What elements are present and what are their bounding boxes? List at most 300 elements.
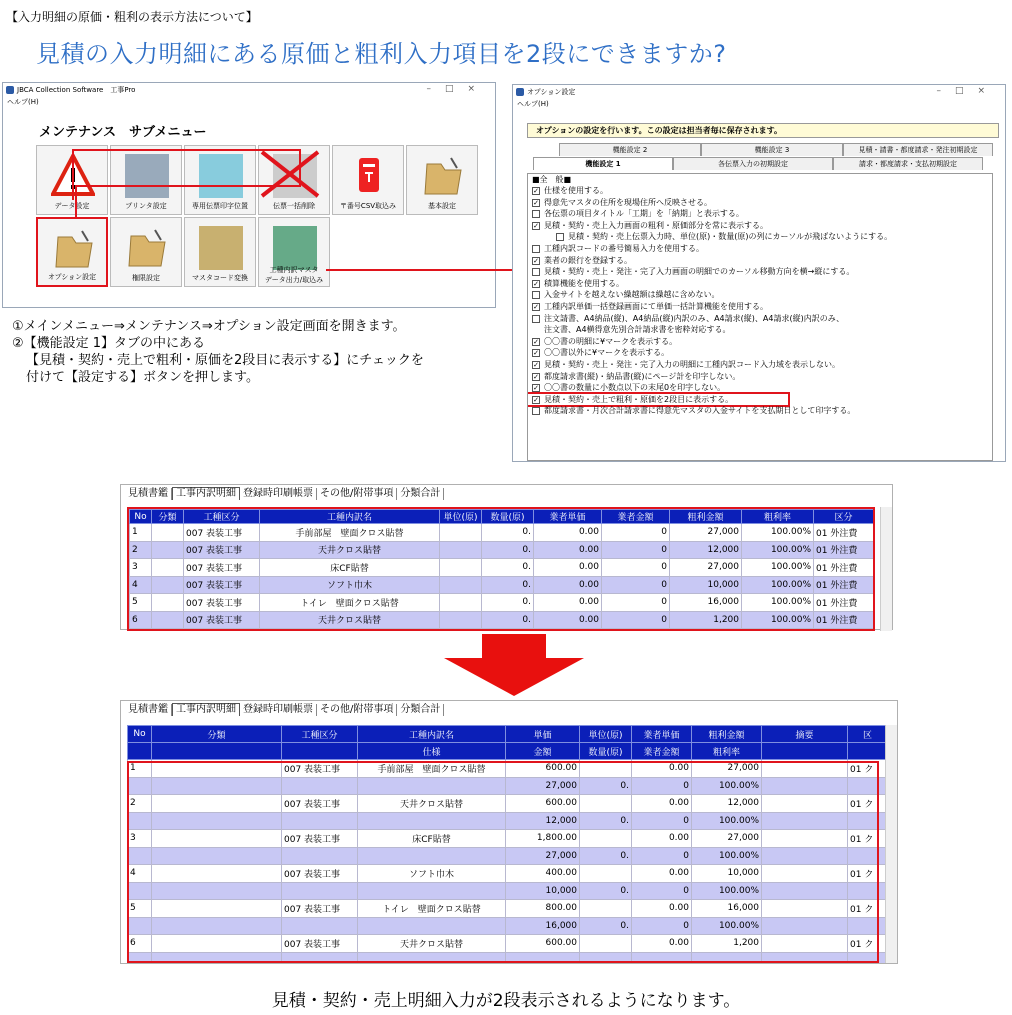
column-header[interactable] bbox=[848, 743, 888, 760]
table-cell[interactable] bbox=[762, 812, 848, 830]
grid-tab[interactable]: 登録時印刷帳票 bbox=[240, 488, 317, 500]
table-cell[interactable]: 2 bbox=[130, 541, 152, 559]
table-cell[interactable]: 01 ク bbox=[848, 760, 888, 778]
option-checkbox[interactable]: ✓ bbox=[533, 221, 539, 230]
table-row[interactable] bbox=[128, 830, 888, 848]
grid-before-scrollbar[interactable] bbox=[880, 507, 892, 631]
table-cell[interactable] bbox=[580, 760, 632, 778]
table-cell[interactable] bbox=[152, 559, 184, 577]
grid-tab[interactable]: 見積書鑑 bbox=[125, 488, 172, 500]
table-cell[interactable] bbox=[128, 917, 152, 935]
table-cell[interactable] bbox=[762, 795, 848, 813]
table-cell[interactable] bbox=[282, 812, 358, 830]
option-item[interactable] bbox=[528, 278, 992, 290]
table-cell[interactable] bbox=[506, 952, 580, 963]
table-row-sub[interactable] bbox=[128, 917, 888, 935]
table-cell[interactable]: 12,000 bbox=[506, 812, 580, 830]
table-cell[interactable]: 床CF貼替 bbox=[260, 559, 440, 577]
table-cell[interactable]: 007 表装工事 bbox=[282, 935, 358, 953]
table-row-sub[interactable] bbox=[128, 882, 888, 900]
table-cell[interactable]: 100.00% bbox=[692, 917, 762, 935]
column-header[interactable]: No bbox=[130, 510, 152, 524]
column-header[interactable]: 粗利率 bbox=[692, 743, 762, 760]
table-cell[interactable]: トイレ 壁面クロス貼替 bbox=[260, 594, 440, 612]
table-cell[interactable]: 0.00 bbox=[534, 576, 602, 594]
table-cell[interactable]: 01 ク bbox=[848, 900, 888, 918]
option-item[interactable] bbox=[528, 289, 992, 301]
table-cell[interactable]: 3 bbox=[128, 830, 152, 848]
table-cell[interactable] bbox=[128, 812, 152, 830]
option-checkbox[interactable]: ✓ bbox=[533, 302, 539, 311]
option-item[interactable] bbox=[528, 394, 788, 406]
table-cell[interactable]: 5 bbox=[128, 900, 152, 918]
table-cell[interactable]: 007 表装工事 bbox=[282, 830, 358, 848]
table-cell[interactable]: 16,000 bbox=[506, 917, 580, 935]
table-cell[interactable] bbox=[762, 760, 848, 778]
table-cell[interactable]: 0. bbox=[482, 541, 534, 559]
table-cell[interactable] bbox=[152, 760, 282, 778]
option-checkbox[interactable]: ✓ bbox=[533, 337, 539, 346]
column-header[interactable]: 単位(原) bbox=[440, 510, 482, 524]
column-header[interactable]: 業者金額 bbox=[632, 743, 692, 760]
option-label: 〇〇書の明細に¥マークを表示する。 bbox=[544, 336, 678, 346]
column-header[interactable]: 区分 bbox=[814, 510, 874, 524]
table-cell[interactable]: 007 表装工事 bbox=[184, 524, 260, 542]
table-cell[interactable] bbox=[848, 952, 888, 963]
table-cell[interactable]: 天井クロス貼替 bbox=[358, 935, 506, 953]
column-header[interactable]: 工種区分 bbox=[282, 726, 358, 743]
column-header[interactable]: No bbox=[128, 726, 152, 743]
table-row[interactable] bbox=[128, 935, 888, 953]
table-cell[interactable]: 10,000 bbox=[692, 865, 762, 883]
table-cell[interactable]: 0 bbox=[602, 611, 670, 629]
table-cell[interactable]: 6 bbox=[130, 611, 152, 629]
window-controls[interactable]: –□× bbox=[936, 86, 999, 96]
table-cell[interactable]: 100.00% bbox=[742, 611, 814, 629]
table-cell[interactable] bbox=[128, 847, 152, 865]
table-cell[interactable] bbox=[580, 952, 632, 963]
table-cell[interactable] bbox=[128, 952, 152, 963]
column-header[interactable] bbox=[282, 743, 358, 760]
column-header[interactable]: 単位(原) bbox=[580, 726, 632, 743]
option-checkbox[interactable]: ✓ bbox=[533, 279, 539, 288]
table-cell[interactable]: 100.00% bbox=[692, 847, 762, 865]
table-row[interactable] bbox=[128, 865, 888, 883]
table-cell[interactable]: 天井クロス貼替 bbox=[260, 541, 440, 559]
table-cell[interactable] bbox=[152, 777, 282, 795]
table-row[interactable] bbox=[130, 524, 874, 542]
tab-billing-defaults[interactable]: 請求・都度請求・支払初期設定 bbox=[833, 157, 983, 170]
table-cell[interactable] bbox=[762, 777, 848, 795]
table-cell[interactable]: 01 外注費 bbox=[814, 611, 874, 629]
table-cell[interactable] bbox=[152, 812, 282, 830]
grid-tab[interactable]: 分類合計 bbox=[397, 704, 444, 716]
option-item[interactable] bbox=[528, 197, 992, 209]
table-cell[interactable] bbox=[440, 594, 482, 612]
table-cell[interactable]: 01 外注費 bbox=[814, 594, 874, 612]
table-cell[interactable]: 007 表装工事 bbox=[282, 760, 358, 778]
tab-feature-1[interactable]: 機能設定 1 bbox=[533, 157, 673, 170]
table-cell[interactable] bbox=[152, 935, 282, 953]
option-checkbox[interactable] bbox=[532, 315, 540, 323]
table-cell[interactable]: 天井クロス貼替 bbox=[358, 795, 506, 813]
option-item[interactable] bbox=[528, 220, 992, 232]
table-cell[interactable] bbox=[762, 917, 848, 935]
table-cell[interactable] bbox=[440, 576, 482, 594]
table-row[interactable] bbox=[130, 541, 874, 559]
column-header[interactable]: 単価 bbox=[506, 726, 580, 743]
table-cell[interactable]: 手前部屋 壁面クロス貼替 bbox=[358, 760, 506, 778]
table-cell[interactable] bbox=[282, 917, 358, 935]
table-cell[interactable]: 27,000 bbox=[670, 524, 742, 542]
table-row-sub[interactable] bbox=[128, 952, 888, 963]
column-header[interactable]: 数量(原) bbox=[580, 743, 632, 760]
table-cell[interactable]: 01 ク bbox=[848, 795, 888, 813]
table-cell[interactable]: 007 表装工事 bbox=[184, 559, 260, 577]
table-cell[interactable]: 100.00% bbox=[692, 812, 762, 830]
window-controls[interactable]: –□× bbox=[426, 84, 489, 94]
table-cell[interactable]: 1 bbox=[128, 760, 152, 778]
table-cell[interactable]: 0 bbox=[632, 777, 692, 795]
table-cell[interactable]: 800.00 bbox=[506, 900, 580, 918]
table-cell[interactable] bbox=[848, 917, 888, 935]
column-header[interactable]: 工種区分 bbox=[184, 510, 260, 524]
table-cell[interactable] bbox=[762, 847, 848, 865]
table-cell[interactable]: 27,000 bbox=[506, 777, 580, 795]
table-cell[interactable]: 01 外注費 bbox=[814, 541, 874, 559]
table-cell[interactable] bbox=[282, 777, 358, 795]
option-checkbox[interactable]: ✓ bbox=[533, 384, 539, 393]
table-cell[interactable] bbox=[152, 865, 282, 883]
table-cell[interactable]: 0. bbox=[482, 611, 534, 629]
column-header[interactable]: 摘要 bbox=[762, 726, 848, 743]
table-cell[interactable]: 0 bbox=[602, 594, 670, 612]
table-cell[interactable]: 0. bbox=[580, 847, 632, 865]
tile-label: 〒番号CSV取込み bbox=[339, 202, 397, 210]
table-cell[interactable] bbox=[152, 882, 282, 900]
table-cell[interactable]: 12,000 bbox=[670, 541, 742, 559]
table-cell[interactable] bbox=[580, 900, 632, 918]
table-cell[interactable]: 16,000 bbox=[670, 594, 742, 612]
table-cell[interactable]: 3 bbox=[130, 559, 152, 577]
option-item[interactable] bbox=[528, 185, 992, 197]
column-header[interactable]: 分類 bbox=[152, 510, 184, 524]
table-cell[interactable] bbox=[152, 524, 184, 542]
table-cell[interactable]: 0.00 bbox=[632, 830, 692, 848]
table-cell[interactable] bbox=[440, 541, 482, 559]
table-cell[interactable]: 01 ク bbox=[848, 830, 888, 848]
table-cell[interactable]: 27,000 bbox=[692, 830, 762, 848]
column-header[interactable]: 粗利率 bbox=[742, 510, 814, 524]
grid-tab[interactable]: 見積書鑑 bbox=[125, 704, 172, 716]
table-row[interactable] bbox=[130, 594, 874, 612]
table-cell[interactable]: 0 bbox=[602, 524, 670, 542]
table-cell[interactable] bbox=[580, 830, 632, 848]
column-header[interactable]: 仕様 bbox=[358, 743, 506, 760]
table-cell[interactable]: 0.00 bbox=[534, 559, 602, 577]
table-cell[interactable]: 0. bbox=[580, 882, 632, 900]
option-checkbox[interactable]: ✓ bbox=[533, 349, 539, 358]
table-cell[interactable] bbox=[128, 777, 152, 795]
table-cell[interactable]: 007 表装工事 bbox=[184, 594, 260, 612]
table-cell[interactable] bbox=[358, 777, 506, 795]
grid-tab[interactable]: 分類合計 bbox=[397, 488, 444, 500]
table-cell[interactable]: 007 表装工事 bbox=[184, 541, 260, 559]
table-cell[interactable]: 0. bbox=[482, 559, 534, 577]
table-cell[interactable]: 100.00% bbox=[742, 576, 814, 594]
table-cell[interactable] bbox=[580, 795, 632, 813]
table-row[interactable] bbox=[128, 760, 888, 778]
column-header[interactable]: 区 bbox=[848, 726, 888, 743]
table-cell[interactable] bbox=[358, 917, 506, 935]
option-checkbox[interactable] bbox=[532, 245, 540, 253]
option-item[interactable] bbox=[528, 405, 992, 417]
tab-slip-defaults[interactable]: 各伝票入力の初期設定 bbox=[673, 157, 833, 170]
option-item[interactable] bbox=[528, 336, 992, 348]
table-cell[interactable]: 100.00% bbox=[742, 559, 814, 577]
table-cell[interactable]: 0. bbox=[580, 812, 632, 830]
table-cell[interactable]: 27,000 bbox=[506, 847, 580, 865]
table-cell[interactable] bbox=[358, 882, 506, 900]
table-cell[interactable]: 0.00 bbox=[632, 900, 692, 918]
table-cell[interactable]: 01 ク bbox=[848, 935, 888, 953]
table-cell[interactable]: 27,000 bbox=[670, 559, 742, 577]
table-cell[interactable] bbox=[762, 830, 848, 848]
table-cell[interactable]: 6 bbox=[128, 935, 152, 953]
table-cell[interactable]: 床CF貼替 bbox=[358, 830, 506, 848]
table-row[interactable] bbox=[128, 900, 888, 918]
tab-feature-3[interactable]: 機能設定 3 bbox=[701, 143, 843, 156]
table-cell[interactable]: 1,800.00 bbox=[506, 830, 580, 848]
column-header[interactable]: 業者単価 bbox=[534, 510, 602, 524]
table-cell[interactable]: 0.00 bbox=[632, 865, 692, 883]
table-cell[interactable]: 0.00 bbox=[632, 795, 692, 813]
option-item[interactable] bbox=[528, 266, 992, 278]
option-item[interactable] bbox=[528, 243, 992, 255]
table-cell[interactable]: 手前部屋 壁面クロス貼替 bbox=[260, 524, 440, 542]
table-row-sub[interactable] bbox=[128, 777, 888, 795]
table-cell[interactable]: 100.00% bbox=[742, 541, 814, 559]
option-checkbox[interactable]: ✓ bbox=[533, 395, 539, 404]
options-banner: オプションの設定を行います。この設定は担当者毎に保存されます。 bbox=[527, 123, 999, 138]
column-header[interactable]: 粗利金額 bbox=[670, 510, 742, 524]
option-item[interactable] bbox=[528, 208, 992, 220]
option-item[interactable] bbox=[528, 382, 992, 394]
option-checkbox[interactable] bbox=[556, 233, 564, 241]
table-cell[interactable] bbox=[358, 812, 506, 830]
table-cell[interactable]: 12,000 bbox=[692, 795, 762, 813]
table-cell[interactable]: 0.00 bbox=[632, 935, 692, 953]
grid-tab[interactable]: 工事内訳明細 bbox=[172, 703, 240, 716]
table-cell[interactable] bbox=[152, 917, 282, 935]
table-cell[interactable]: ソフト巾木 bbox=[358, 865, 506, 883]
table-cell[interactable]: 16,000 bbox=[692, 900, 762, 918]
option-item[interactable] bbox=[528, 347, 992, 359]
options-window-title: オプション設定 bbox=[527, 88, 576, 96]
option-checkbox[interactable]: ✓ bbox=[533, 372, 539, 381]
column-header[interactable]: 工種内訳名 bbox=[260, 510, 440, 524]
table-cell[interactable] bbox=[440, 611, 482, 629]
column-header[interactable] bbox=[762, 743, 848, 760]
table-cell[interactable]: 007 表装工事 bbox=[282, 900, 358, 918]
table-cell[interactable]: 01 外注費 bbox=[814, 559, 874, 577]
table-cell[interactable]: 27,000 bbox=[692, 760, 762, 778]
table-cell[interactable]: 1 bbox=[130, 524, 152, 542]
table-cell[interactable]: 天井クロス貼替 bbox=[260, 611, 440, 629]
table-cell[interactable] bbox=[152, 576, 184, 594]
table-cell[interactable]: 007 表装工事 bbox=[282, 865, 358, 883]
option-item[interactable] bbox=[528, 255, 992, 267]
table-cell[interactable] bbox=[282, 952, 358, 963]
table-cell[interactable]: 0.00 bbox=[534, 524, 602, 542]
column-header[interactable] bbox=[152, 743, 282, 760]
table-cell[interactable]: 0 bbox=[602, 559, 670, 577]
table-row-sub[interactable] bbox=[128, 812, 888, 830]
column-header[interactable]: 業者金額 bbox=[602, 510, 670, 524]
column-header[interactable]: 業者単価 bbox=[632, 726, 692, 743]
tab-feature-2[interactable]: 機能設定 2 bbox=[559, 143, 701, 156]
table-cell[interactable]: 4 bbox=[130, 576, 152, 594]
table-cell[interactable]: 01 ク bbox=[848, 865, 888, 883]
table-cell[interactable]: 100.00% bbox=[692, 777, 762, 795]
table-cell[interactable] bbox=[848, 777, 888, 795]
option-checkbox[interactable] bbox=[532, 210, 540, 218]
option-item[interactable] bbox=[528, 324, 992, 336]
table-cell[interactable] bbox=[762, 952, 848, 963]
table-cell[interactable] bbox=[152, 795, 282, 813]
table-cell[interactable] bbox=[152, 830, 282, 848]
table-cell[interactable]: 4 bbox=[128, 865, 152, 883]
column-header[interactable]: 数量(原) bbox=[482, 510, 534, 524]
table-cell[interactable]: 0 bbox=[602, 576, 670, 594]
table-cell[interactable] bbox=[152, 847, 282, 865]
table-cell[interactable] bbox=[152, 541, 184, 559]
table-cell[interactable] bbox=[440, 524, 482, 542]
table-cell[interactable]: 007 表装工事 bbox=[282, 795, 358, 813]
table-cell[interactable]: ソフト巾木 bbox=[260, 576, 440, 594]
table-cell[interactable]: 400.00 bbox=[506, 865, 580, 883]
option-item[interactable] bbox=[528, 313, 992, 325]
grid-after-scrollbar[interactable] bbox=[885, 725, 897, 963]
table-cell[interactable]: 1,200 bbox=[692, 935, 762, 953]
table-cell[interactable]: 0 bbox=[632, 812, 692, 830]
option-checkbox[interactable] bbox=[532, 291, 540, 299]
table-cell[interactable] bbox=[848, 882, 888, 900]
table-cell[interactable] bbox=[762, 882, 848, 900]
table-cell[interactable]: 100.00% bbox=[692, 882, 762, 900]
grid-tab[interactable]: その他/附帯事項 bbox=[317, 488, 397, 500]
table-cell[interactable] bbox=[762, 900, 848, 918]
table-row[interactable] bbox=[128, 795, 888, 813]
tab-estimate-defaults[interactable]: 見積・請書・都度請求・発注初期設定 bbox=[843, 143, 993, 156]
table-cell[interactable] bbox=[282, 847, 358, 865]
table-cell[interactable] bbox=[848, 847, 888, 865]
table-cell[interactable] bbox=[358, 847, 506, 865]
table-cell[interactable] bbox=[152, 952, 282, 963]
table-cell[interactable]: 0.00 bbox=[534, 594, 602, 612]
options-menubar[interactable]: ヘルプ(H) bbox=[517, 100, 549, 108]
column-header[interactable]: 分類 bbox=[152, 726, 282, 743]
grid-tab[interactable]: 工事内訳明細 bbox=[172, 487, 240, 500]
table-cell[interactable]: 100.00% bbox=[742, 594, 814, 612]
column-header[interactable] bbox=[128, 743, 152, 760]
option-checkbox[interactable]: ✓ bbox=[533, 360, 539, 369]
table-cell[interactable] bbox=[580, 935, 632, 953]
table-row-sub[interactable] bbox=[128, 847, 888, 865]
option-checkbox[interactable]: ✓ bbox=[533, 187, 539, 195]
column-header[interactable]: 金額 bbox=[506, 743, 580, 760]
table-cell[interactable] bbox=[580, 865, 632, 883]
table-cell[interactable]: 0 bbox=[632, 882, 692, 900]
table-cell[interactable]: 600.00 bbox=[506, 795, 580, 813]
table-cell[interactable]: 0. bbox=[580, 777, 632, 795]
option-checkbox[interactable] bbox=[532, 268, 540, 276]
table-cell[interactable]: 0.00 bbox=[534, 541, 602, 559]
table-cell[interactable]: 01 外注費 bbox=[814, 576, 874, 594]
table-cell[interactable]: 10,000 bbox=[670, 576, 742, 594]
grid-tab[interactable]: 登録時印刷帳票 bbox=[240, 704, 317, 716]
table-cell[interactable] bbox=[632, 952, 692, 963]
column-header[interactable]: 工種内訳名 bbox=[358, 726, 506, 743]
table-cell[interactable]: 0.00 bbox=[632, 760, 692, 778]
table-cell[interactable]: 0 bbox=[632, 917, 692, 935]
table-cell[interactable]: 007 表装工事 bbox=[184, 611, 260, 629]
table-cell[interactable]: 0.00 bbox=[534, 611, 602, 629]
option-checkbox[interactable]: ✓ bbox=[533, 256, 539, 265]
table-cell[interactable]: 600.00 bbox=[506, 935, 580, 953]
table-row[interactable] bbox=[130, 576, 874, 594]
column-header[interactable]: 粗利金額 bbox=[692, 726, 762, 743]
option-item[interactable] bbox=[528, 231, 992, 243]
table-cell[interactable]: 01 外注費 bbox=[814, 524, 874, 542]
grid-tab[interactable]: その他/附帯事項 bbox=[317, 704, 397, 716]
option-checkbox[interactable] bbox=[532, 407, 540, 415]
table-cell[interactable]: 5 bbox=[130, 594, 152, 612]
table-cell[interactable]: 100.00% bbox=[742, 524, 814, 542]
table-cell[interactable] bbox=[152, 594, 184, 612]
maintenance-menubar[interactable]: ヘルプ(H) bbox=[7, 98, 39, 106]
table-cell[interactable]: 1,200 bbox=[670, 611, 742, 629]
table-cell[interactable]: 10,000 bbox=[506, 882, 580, 900]
table-cell[interactable] bbox=[358, 952, 506, 963]
table-cell[interactable] bbox=[152, 611, 184, 629]
table-cell[interactable]: 0 bbox=[632, 847, 692, 865]
table-cell[interactable]: トイレ 壁面クロス貼替 bbox=[358, 900, 506, 918]
table-cell[interactable] bbox=[762, 865, 848, 883]
option-item[interactable] bbox=[528, 371, 992, 383]
table-cell[interactable]: 0 bbox=[602, 541, 670, 559]
table-cell[interactable] bbox=[692, 952, 762, 963]
table-row[interactable] bbox=[130, 611, 874, 629]
table-cell[interactable]: 0. bbox=[482, 594, 534, 612]
option-item[interactable] bbox=[528, 301, 992, 313]
table-cell[interactable] bbox=[152, 900, 282, 918]
table-cell[interactable]: 2 bbox=[128, 795, 152, 813]
table-cell[interactable]: 600.00 bbox=[506, 760, 580, 778]
table-cell[interactable]: 0. bbox=[482, 576, 534, 594]
option-item[interactable] bbox=[528, 359, 992, 371]
table-cell[interactable] bbox=[848, 812, 888, 830]
table-cell[interactable] bbox=[282, 882, 358, 900]
table-cell[interactable] bbox=[440, 559, 482, 577]
table-cell[interactable] bbox=[128, 882, 152, 900]
table-cell[interactable]: 007 表装工事 bbox=[184, 576, 260, 594]
table-cell[interactable]: 0. bbox=[482, 524, 534, 542]
table-cell[interactable]: 0. bbox=[580, 917, 632, 935]
table-cell[interactable] bbox=[762, 935, 848, 953]
table-row[interactable] bbox=[130, 559, 874, 577]
option-checkbox[interactable]: ✓ bbox=[533, 198, 539, 207]
